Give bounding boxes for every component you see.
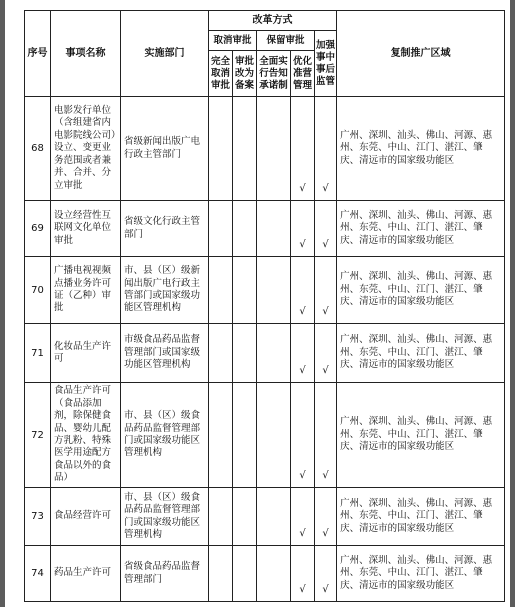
- row-cancel-full: [209, 546, 233, 602]
- row-region: 广州、深圳、汕头、佛山、河源、惠州、东莞、中山、江门、湛江、肇庆、清远市的国家级功能区: [337, 257, 505, 324]
- table-row: [25, 383, 505, 488]
- check-mark-strengthen: √: [315, 97, 337, 201]
- check-mark-strengthen: √: [315, 257, 337, 324]
- row-dept: 市、县（区）级新闻出版广电行政主管部门或国家级功能区管理机构: [121, 257, 209, 324]
- header-reform: 改革方式: [209, 11, 337, 31]
- row-name: 电影发行单位（含组建省内电影院线公司）设立、变更业务范围或者兼并、合并、分立审批: [51, 97, 121, 201]
- check-mark-optimize: √: [291, 257, 315, 324]
- row-name: 化妆品生产许可: [51, 324, 121, 383]
- row-num: 72: [25, 383, 51, 488]
- row-num: 73: [25, 488, 51, 546]
- check-mark-strengthen: √: [315, 324, 337, 383]
- reform-table: [24, 10, 505, 602]
- row-cancel-full: [209, 383, 233, 488]
- row-notify: [257, 488, 291, 546]
- row-dept: 市级食品药品监督管理部门或国家级功能区管理机构: [121, 324, 209, 383]
- table-row: [25, 257, 505, 324]
- header-strengthen: 加强事中事后监管: [315, 31, 337, 97]
- row-record: [233, 383, 257, 488]
- row-notify: [257, 201, 291, 257]
- page-edge-right: [510, 0, 515, 607]
- row-record: [233, 488, 257, 546]
- row-num: 70: [25, 257, 51, 324]
- row-name: 食品生产许可（食品添加剂，除保健食品、婴幼儿配方乳粉、特殊医学用途配方食品以外的食品）: [51, 383, 121, 488]
- row-name: 食品经营许可: [51, 488, 121, 546]
- row-cancel-full: [209, 97, 233, 201]
- document-page: [24, 10, 504, 602]
- row-cancel-full: [209, 324, 233, 383]
- header-seq: 序号: [25, 11, 51, 97]
- row-notify: [257, 383, 291, 488]
- row-region: 广州、深圳、汕头、佛山、河源、惠州、东莞、中山、江门、湛江、肇庆、清远市的国家级功能区: [337, 546, 505, 602]
- header-retain: 保留审批: [257, 31, 315, 51]
- header-col-optimize: 优化准营管理: [291, 51, 315, 97]
- row-record: [233, 201, 257, 257]
- row-dept: 省级文化行政主管部门: [121, 201, 209, 257]
- page-edge-left: [0, 0, 5, 607]
- row-notify: [257, 97, 291, 201]
- check-mark-optimize: √: [291, 97, 315, 201]
- header-col-notify: 全面实行告知承诺制: [257, 51, 291, 97]
- row-name: 设立经营性互联网文化单位审批: [51, 201, 121, 257]
- row-notify: [257, 546, 291, 602]
- row-dept: 市、县（区）级食品药品监督管理部门或国家级功能区管理机构: [121, 488, 209, 546]
- check-mark-strengthen: √: [315, 201, 337, 257]
- header-col-cancel-full: 完全取消审批: [209, 51, 233, 97]
- row-dept: 省级食品药品监督管理部门: [121, 546, 209, 602]
- check-mark-optimize: √: [291, 488, 315, 546]
- row-region: 广州、深圳、汕头、佛山、河源、惠州、东莞、中山、江门、湛江、肇庆、清远市的国家级功能区: [337, 201, 505, 257]
- row-name: 药品生产许可: [51, 546, 121, 602]
- row-record: [233, 257, 257, 324]
- header-col-record: 审批改为备案: [233, 51, 257, 97]
- table-row: [25, 488, 505, 546]
- check-mark-strengthen: √: [315, 488, 337, 546]
- row-num: 68: [25, 97, 51, 201]
- table-row: [25, 546, 505, 602]
- row-dept: 市、县（区）级食品药品监督管理部门或国家级功能区管理机构: [121, 383, 209, 488]
- check-mark-optimize: √: [291, 201, 315, 257]
- check-mark-optimize: √: [291, 546, 315, 602]
- row-cancel-full: [209, 257, 233, 324]
- table-row: [25, 324, 505, 383]
- check-mark-optimize: √: [291, 383, 315, 488]
- row-record: [233, 546, 257, 602]
- row-name: 广播电视视频点播业务许可证（乙种）审批: [51, 257, 121, 324]
- check-mark-strengthen: √: [315, 383, 337, 488]
- row-notify: [257, 324, 291, 383]
- header-region: 复制推广区域: [337, 11, 505, 97]
- row-num: 69: [25, 201, 51, 257]
- row-record: [233, 97, 257, 201]
- check-mark-strengthen: √: [315, 546, 337, 602]
- row-record: [233, 324, 257, 383]
- row-num: 71: [25, 324, 51, 383]
- row-region: 广州、深圳、汕头、佛山、河源、惠州、东莞、中山、江门、湛江、肇庆、清远市的国家级功能区: [337, 97, 505, 201]
- header-cancel: 取消审批: [209, 31, 257, 51]
- row-num: 74: [25, 546, 51, 602]
- row-dept: 省级新闻出版广电行政主管部门: [121, 97, 209, 201]
- header-name: 事项名称: [51, 11, 121, 97]
- row-region: 广州、深圳、汕头、佛山、河源、惠州、东莞、中山、江门、湛江、肇庆、清远市的国家级功能区: [337, 324, 505, 383]
- row-notify: [257, 257, 291, 324]
- row-region: 广州、深圳、汕头、佛山、河源、惠州、东莞、中山、江门、湛江、肇庆、清远市的国家级功能区: [337, 488, 505, 546]
- row-region: 广州、深圳、汕头、佛山、河源、惠州、东莞、中山、江门、湛江、肇庆、清远市的国家级功能区: [337, 383, 505, 488]
- table-row: [25, 97, 505, 201]
- check-mark-optimize: √: [291, 324, 315, 383]
- table-row: [25, 201, 505, 257]
- row-cancel-full: [209, 201, 233, 257]
- header-dept: 实施部门: [121, 11, 209, 97]
- row-cancel-full: [209, 488, 233, 546]
